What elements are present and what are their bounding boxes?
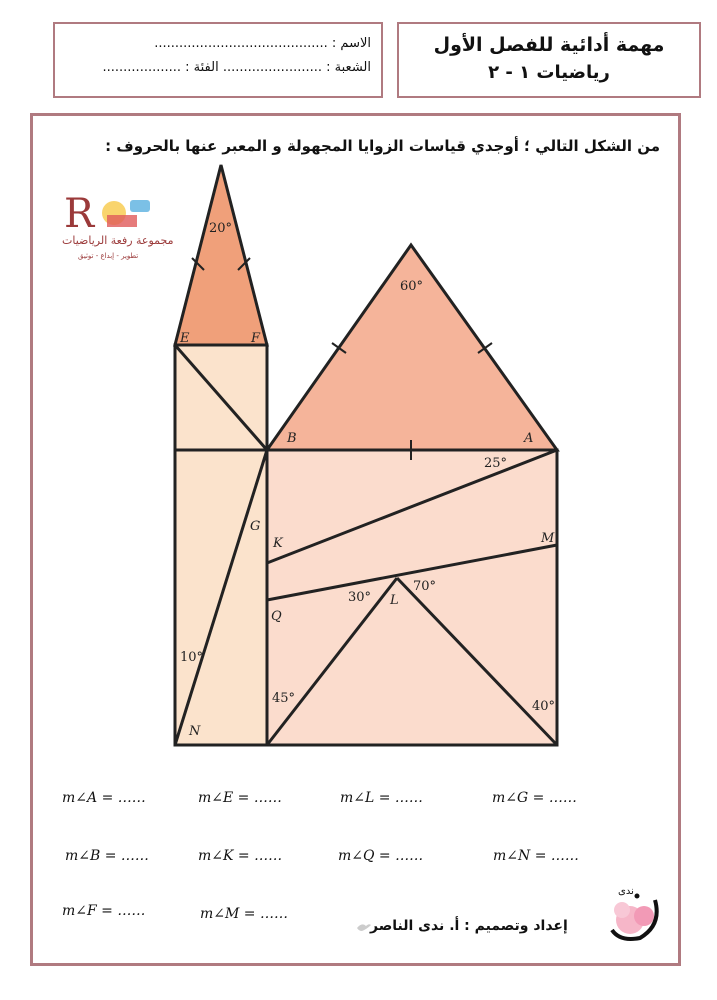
angle-at-A: 25° [484, 456, 508, 471]
svg-text:R: R [64, 191, 95, 235]
angle-at-L-left: 30° [348, 590, 372, 605]
label-B: B [287, 431, 297, 446]
answer-B[interactable]: m∠B = …… [65, 848, 149, 864]
label-E: E [180, 331, 190, 346]
roof-triangle [267, 245, 557, 450]
tower-body [175, 345, 267, 745]
answer-N[interactable]: m∠N = …… [493, 848, 579, 864]
label-M: M [541, 531, 555, 546]
answer-L[interactable]: m∠L = …… [340, 790, 423, 806]
dove-icon [356, 920, 372, 934]
answer-Q[interactable]: m∠Q = …… [338, 848, 424, 864]
angle-bottom-left: 45° [272, 691, 296, 706]
name-line: الاسم : .......................................... [154, 36, 371, 51]
instruction-text: من الشكل التالي ؛ أوجدي قياسات الزوايا المجهولة و المعبر عنها بالحروف : [105, 137, 660, 155]
class-line: الشعبة : ........................ الفئة : ................... [102, 60, 371, 75]
flower-signature-icon [600, 880, 670, 950]
label-L: L [390, 593, 399, 608]
answer-M[interactable]: m∠M = …… [200, 906, 288, 922]
credit-text: إعداد وتصميم : أ. ندى الناصر [370, 918, 568, 934]
angle-bottom-right: 40° [532, 699, 556, 714]
label-G: G [250, 519, 261, 534]
angle-at-N: 10° [180, 650, 204, 665]
answer-E[interactable]: m∠E = …… [198, 790, 282, 806]
page-title: مهمة أدائية للفصل الأول [433, 34, 665, 56]
answer-A[interactable]: m∠A = …… [62, 790, 146, 806]
label-N: N [189, 724, 201, 739]
label-Q: Q [271, 609, 282, 624]
angle-tower-top: 20° [209, 221, 233, 236]
angle-at-L-right: 70° [413, 579, 437, 594]
angle-roof-top: 60° [400, 279, 424, 294]
logo-text: مجموعة رفعة الرياضيات [62, 234, 174, 247]
page-subtitle: رياضيات ١ - ٢ [488, 62, 610, 83]
answer-K[interactable]: m∠K = …… [198, 848, 283, 864]
answer-F[interactable]: m∠F = …… [62, 903, 146, 919]
label-K: K [273, 536, 283, 551]
label-A: A [524, 431, 534, 446]
label-F: F [251, 331, 261, 346]
answer-G[interactable]: m∠G = …… [492, 790, 577, 806]
logo-subtitle: تطوير - إبداع - توثيق [78, 252, 139, 260]
signature-name: ندى [618, 886, 634, 897]
tower-roof-triangle [175, 165, 267, 345]
